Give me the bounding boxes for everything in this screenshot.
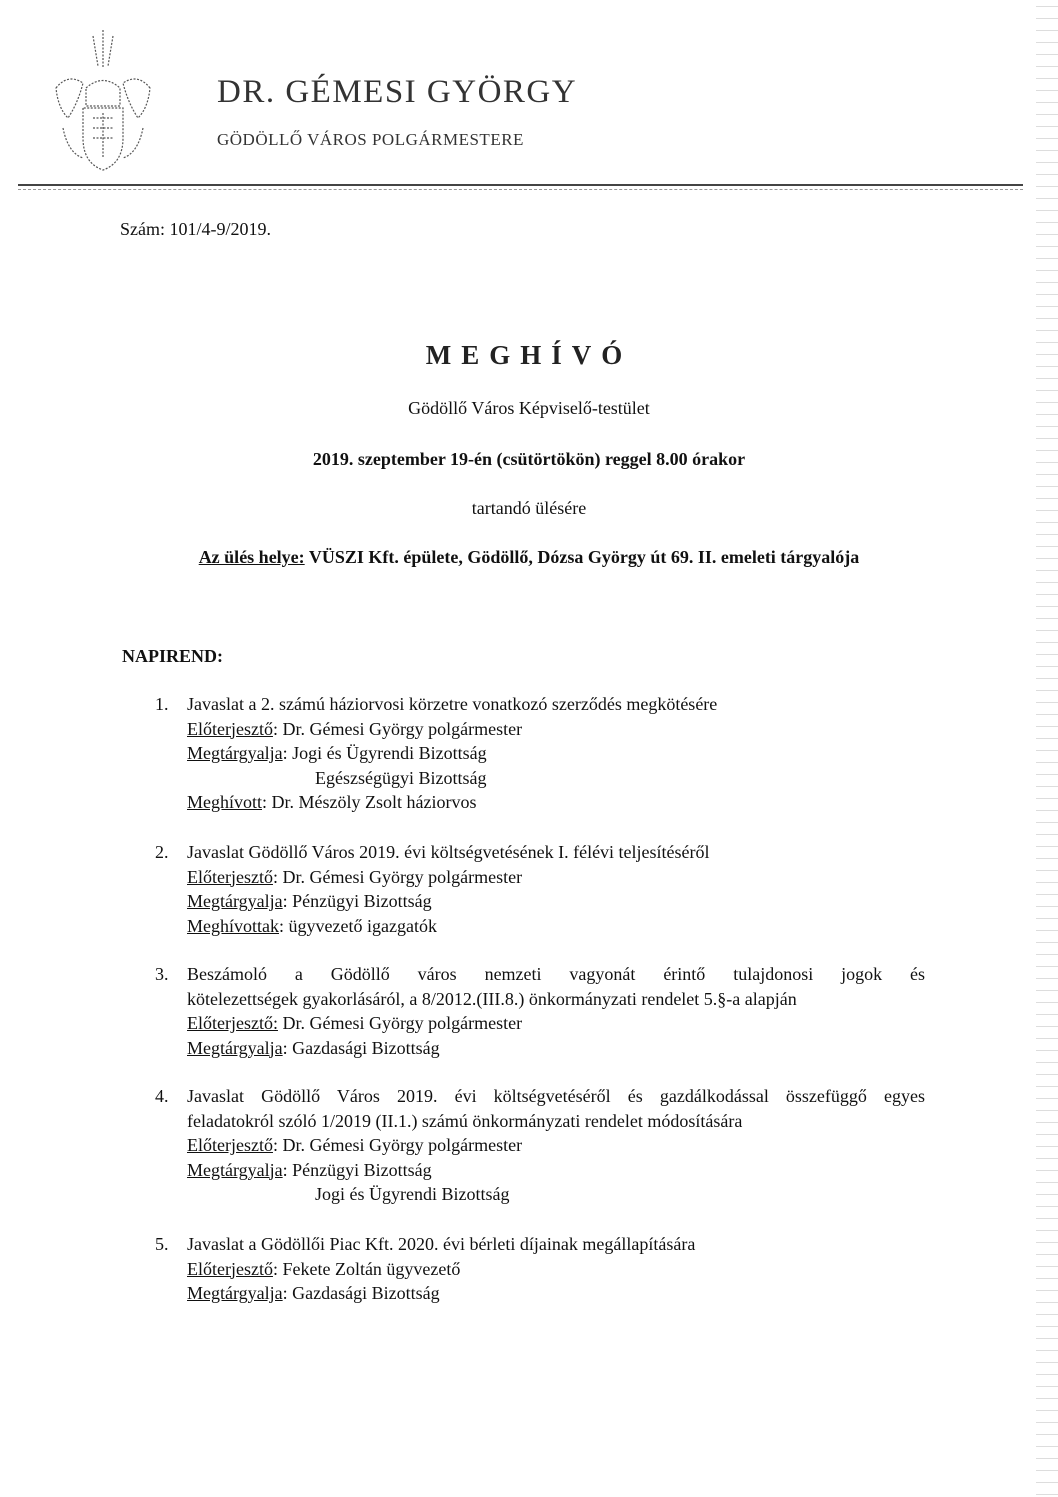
- field-label: Előterjesztő:: [187, 1013, 278, 1033]
- field-value: : Dr. Gémesi György polgármester: [272, 718, 523, 739]
- venue-value: VÜSZI Kft. épülete, Gödöllő, Dózsa György út 69. II. emeleti tárgyalója: [304, 547, 860, 567]
- agenda-heading: NAPIREND:: [122, 646, 223, 666]
- field-label: Megtárgyalja: [187, 1037, 283, 1058]
- field-value: : Jogi és Ügyrendi Bizottság: [282, 743, 487, 763]
- item-title-line: Javaslat Gödöllő Város 2019. évi költségvetéséről és gazdálkodással összefüggő egyes: [187, 1086, 925, 1106]
- reference-number: Szám: 101/4-9/2019.: [120, 219, 271, 239]
- coat-of-arms-logo: [48, 28, 158, 173]
- field-label: Előterjesztő: [187, 1135, 273, 1155]
- field-value: : Dr. Mészöly Zsolt háziorvos: [262, 792, 477, 812]
- mayor-name-heading: DR. GÉMESI GYÖRGY: [217, 74, 578, 110]
- agenda-item: [155, 1084, 925, 1207]
- item-number: 2.: [155, 842, 169, 862]
- item-field: [187, 741, 925, 766]
- field-continuation: Jogi és Ügyrendi Bizottság: [315, 1184, 510, 1204]
- item-field: [187, 914, 925, 939]
- field-value: : Pénzügyi Bizottság: [282, 1159, 432, 1180]
- item-field: [187, 889, 925, 914]
- field-value: : Dr. Gémesi György polgármester: [272, 866, 523, 887]
- field-value: : Gazdasági Bizottság: [282, 1037, 440, 1058]
- field-value: : Fekete Zoltán ügyvezető: [272, 1258, 461, 1279]
- item-field: [187, 1011, 925, 1036]
- item-number: 5.: [155, 1234, 169, 1254]
- field-label: Előterjesztő: [187, 718, 273, 739]
- field-continuation: Egészségügyi Bizottság: [315, 767, 487, 788]
- item-number: 3.: [155, 964, 169, 984]
- item-field: [187, 1158, 925, 1183]
- item-number: 4.: [155, 1086, 169, 1106]
- field-value: : Pénzügyi Bizottság: [282, 891, 432, 911]
- document-title: MEGHÍVÓ: [425, 340, 633, 370]
- item-title-line: Javaslat a 2. számú háziorvosi körzetre vonatkozó szerződés megkötésére: [187, 694, 718, 714]
- item-title-line: Javaslat Gödöllő Város 2019. évi költségvetésének I. félévi teljesítéséről: [187, 842, 710, 862]
- field-label: Megtárgyalja: [187, 1159, 283, 1180]
- session-line: tartandó ülésére: [471, 498, 587, 518]
- field-label: Meghívott: [187, 792, 262, 812]
- field-label: Meghívottak: [187, 915, 279, 936]
- item-field: [187, 1036, 925, 1061]
- field-value: : ügyvezető igazgatók: [279, 915, 437, 936]
- field-value: Dr. Gémesi György polgármester: [277, 1013, 523, 1033]
- agenda-item: [155, 840, 925, 938]
- field-label: Előterjesztő: [187, 866, 273, 887]
- header-divider: [18, 184, 1023, 186]
- venue-line: [0, 547, 1058, 568]
- item-field: [187, 1133, 925, 1158]
- assembly-name: Gödöllő Város Képviselő-testület: [408, 398, 650, 418]
- item-field: [187, 1257, 925, 1282]
- item-field: [187, 1281, 925, 1306]
- item-title-line: kötelezettségek gyakorlásáról, a 8/2012.(III.8.) önkormányzati rendelet 5.§-a alapján: [187, 988, 797, 1009]
- field-label: Megtárgyalja: [187, 743, 283, 763]
- item-title-line: Beszámoló a Gödöllő város nemzeti vagyonát érintő tulajdonosi jogok és: [187, 964, 925, 984]
- venue-label: Az ülés helye:: [198, 547, 305, 567]
- scan-edge: [1036, 0, 1058, 1497]
- meeting-date: 2019. szeptember 19-én (csütörtökön) reggel 8.00 órakor: [312, 449, 746, 469]
- item-field: [187, 790, 925, 815]
- field-label: Megtárgyalja: [187, 891, 283, 911]
- field-value: : Gazdasági Bizottság: [282, 1283, 440, 1303]
- item-field: [187, 717, 925, 742]
- field-label: Előterjesztő: [187, 1258, 273, 1279]
- agenda-item: [155, 1232, 925, 1306]
- field-label: Megtárgyalja: [187, 1283, 283, 1303]
- header-divider-secondary: [18, 189, 1023, 190]
- item-field: [187, 865, 925, 890]
- item-title-line: feladatokról szóló 1/2019 (II.1.) számú önkormányzati rendelet módosítására: [187, 1110, 743, 1131]
- item-number: 1.: [155, 694, 169, 714]
- item-title-line: Javaslat a Gödöllői Piac Kft. 2020. évi bérleti díjainak megállapítására: [187, 1234, 696, 1254]
- field-value: : Dr. Gémesi György polgármester: [272, 1135, 523, 1155]
- agenda-item: [155, 962, 925, 1060]
- agenda-item: [155, 692, 925, 815]
- mayor-title: GÖDÖLLŐ VÁROS POLGÁRMESTERE: [217, 130, 524, 149]
